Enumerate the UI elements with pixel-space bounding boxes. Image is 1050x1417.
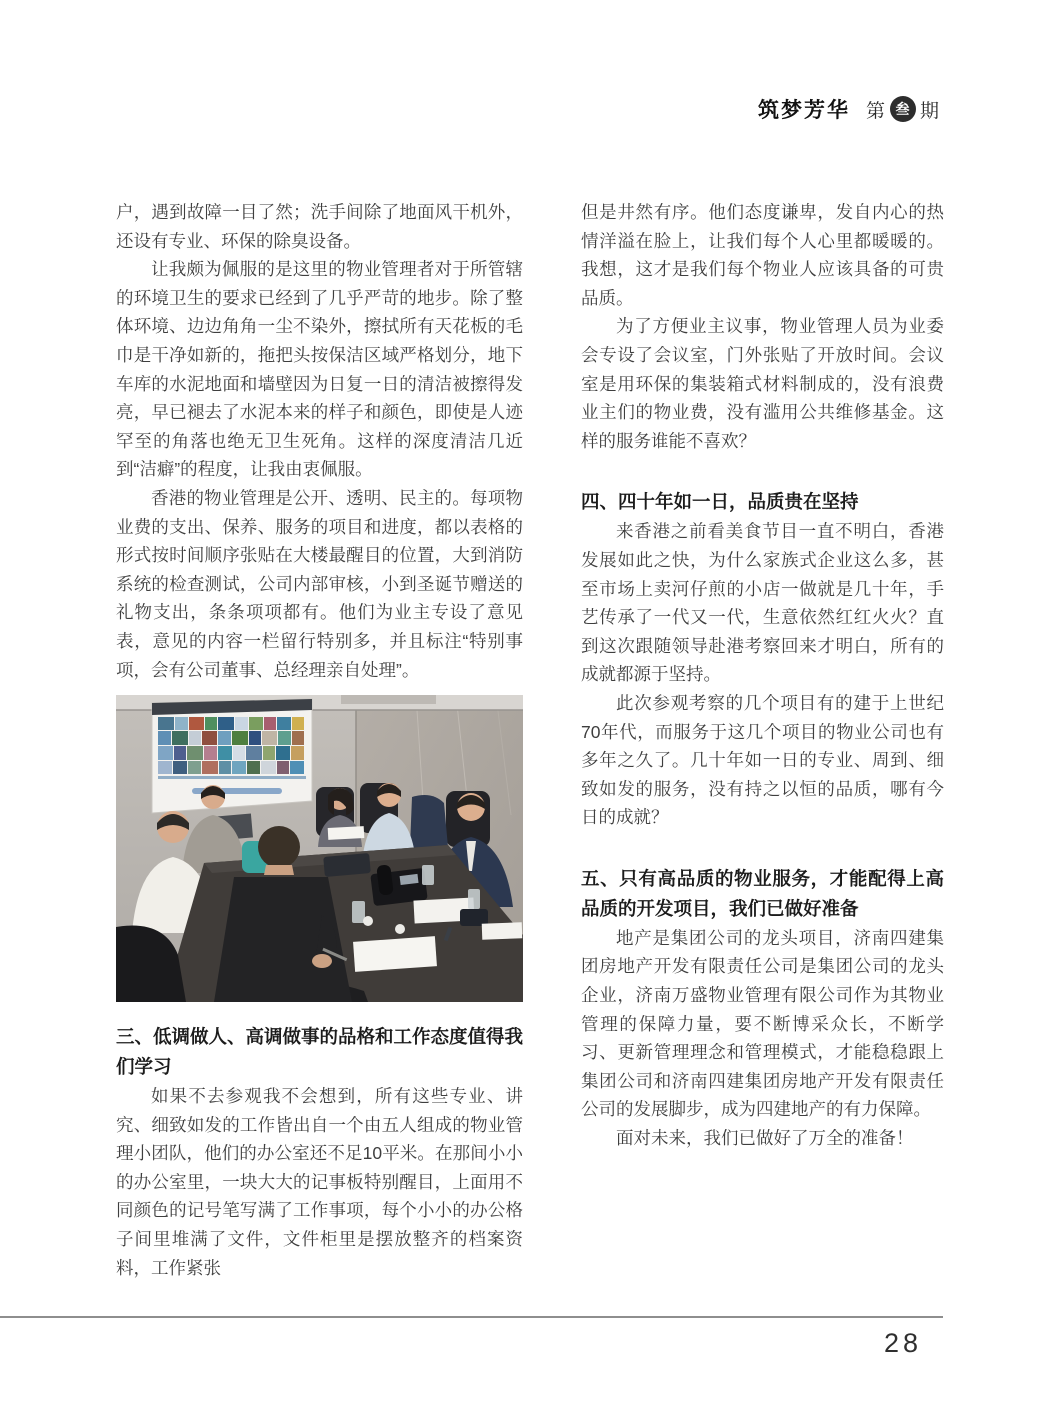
- paragraph: 香港的物业管理是公开、透明、民主的。每项物业费的支出、保养、服务的项目和进度，都以表格的形式按时间顺序张贴在大楼最醒目的位置，大到消防系统的检查测试，公司内部审核，小到圣诞节赠送的礼物支出，条条项项都有。他们为业主专设了意见表，意见的内容一栏留行特别多，并且标注“特别事项，会有公司董事、总经理亲自处理”。: [116, 487, 523, 680]
- paragraph: 如果不去参观我不会想到，所有这些专业、讲究、细致如发的工作皆出自一个由五人组成的物业管理小团队，他们的办公室还不足10平米。在那间小小的办公室里，一块大大的记事板特别醒目，上面用不同颜色的记号笔写满了工作事项，每个小小的办公格子间里堆满了文件，文件柜里是摆放整齐的档案资料，工作紧张: [116, 1086, 523, 1278]
- paragraph: 此次参观考察的几个项目有的建于上世纪70年代，而服务于这几个项目的物业公司也有多年之久了。几十年如一日的专业、周到、细致如发的服务，没有持之以恒的品质，哪有今日的成就？: [581, 692, 944, 828]
- section-four-heading: 四、四十年如一日，品质贵在坚持: [581, 491, 859, 513]
- paragraph: 让我颇为佩服的是这里的物业管理者对于所管辖的环境卫生的要求已经到了几乎严苛的地步。除了整体环境、边边角角一尘不染外，擦拭所有天花板的毛巾是干净如新的，拖把头按保洁区域严格划分，地下车库的水泥地面和墙壁因为日复一日的清洁被擦得发亮，早已褪去了水泥本来的样子和颜色，即使是人迹罕至的角落也绝无卫生死角。这样的深度清洁几近到“洁癖”的程度，让我由衷佩服。: [116, 259, 523, 480]
- section-three-heading: 三、低调做人、高调做事的品格和工作态度值得我们学习: [116, 1026, 524, 1078]
- section-five-heading: 五、只有高品质的物业服务，才能配得上高品质的开发项目，我们已做好准备: [581, 867, 944, 919]
- paragraph: 地产是集团公司的龙头项目，济南四建集团房地产开发有限责任公司是集团公司的龙头企业，济南万盛物业管理有限公司作为其物业管理的保障力量，要不断博采众长，不断学习、更新管理理念和管理模式，才能稳稳跟上集团公司和济南四建集团房地产开发有限责任公司的发展脚步，成为四建地产的有力保障。: [581, 927, 944, 1120]
- projection-screen: [152, 699, 312, 813]
- paragraph: 面对未来，我们已做好了万全的准备！: [616, 1128, 914, 1149]
- footer-rule: [0, 1316, 943, 1318]
- left-column: [116, 198, 523, 1282]
- issue-suffix: 期: [919, 100, 940, 122]
- issue-number-badge: 叁: [890, 96, 916, 122]
- masthead: [758, 94, 940, 124]
- magazine-title: 筑梦芳华: [757, 99, 850, 122]
- paragraph: 但是井然有序。他们态度谦卑，发自内心的热情洋溢在脸上，让我们每个人心里都暖暖的。我想，这才是我们每个物业人应该具备的可贵品质。: [581, 202, 944, 308]
- paragraph: 户，遇到故障一目了然；洗手间除了地面风干机外，还设有专业、环保的除臭设备。: [116, 202, 523, 251]
- smartphone: [460, 909, 488, 926]
- page-number: 28: [884, 1328, 923, 1358]
- paragraph: 来香港之前看美食节目一直不明白，香港发展如此之快，为什么家族式企业这么多，甚至市场上卖河仔煎的小店一做就是几十年，手艺传承了一代又一代，生意依然红红火火？直到这次跟随领导赴港考察回来才明白，所有的成就都源于坚持。: [581, 521, 944, 685]
- jacket-on-chair: [410, 795, 448, 851]
- meeting-photo: [116, 695, 523, 1002]
- paragraph: 为了方便业主议事，物业管理人员为业委会专设了会议室，门外张贴了开放时间。会议室是用环保的集装箱式材料制成的，没有浪费业主们的物业费，没有滥用公共维修基金。这样的服务谁能不喜欢？: [581, 316, 944, 451]
- right-column: [581, 198, 944, 1153]
- issue-prefix: 第: [865, 100, 886, 122]
- issue-label: [866, 96, 940, 123]
